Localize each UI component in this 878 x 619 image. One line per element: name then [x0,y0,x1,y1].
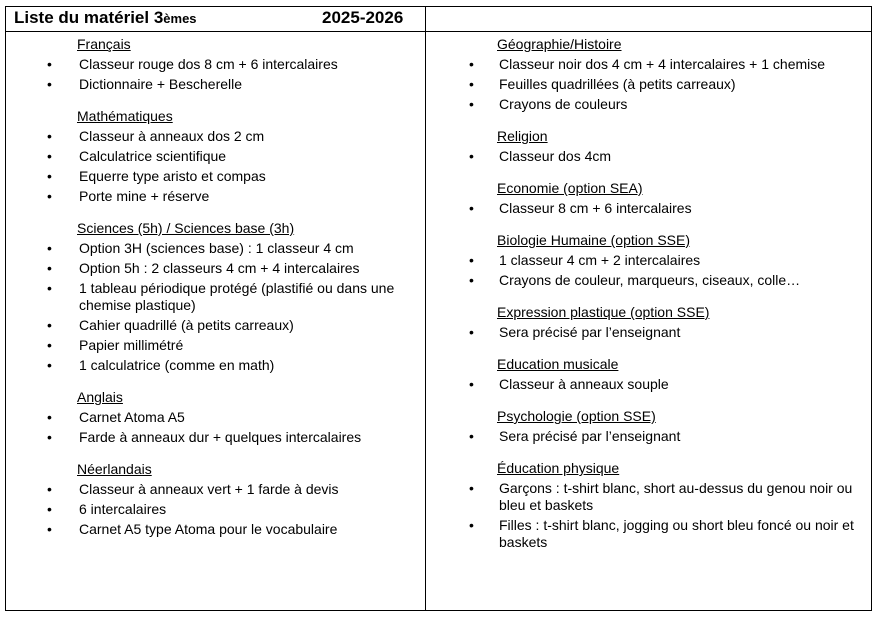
list-item [426,148,872,165]
section-title: Néerlandais [77,461,152,477]
list-item [6,148,425,165]
list-item [426,517,872,551]
item-list [426,252,872,289]
list-item-text: Classeur à anneaux souple [499,376,669,392]
item-list [426,428,872,445]
list-item [426,272,872,289]
section-education-musicale [426,356,872,393]
bullet-icon: • [469,252,474,268]
section-title: Economie (option SEA) [497,180,643,196]
section-mathematiques [6,108,425,205]
section-biologie-humaine-option-sse [426,232,872,289]
list-item [6,501,425,518]
section-title: Expression plastique (option SSE) [497,304,710,320]
section-education-physique [426,460,872,551]
bullet-icon: • [47,409,52,425]
list-item-text: 1 calculatrice (comme en math) [79,357,275,373]
list-item-text: Feuilles quadrillées (à petits carreaux) [499,76,736,92]
section-francais [6,36,425,93]
bullet-icon: • [469,324,474,340]
list-item-text: 6 intercalaires [79,501,167,517]
list-item-text: Classeur 8 cm + 6 intercalaires [499,200,692,216]
bullet-icon: • [47,168,52,184]
list-item [6,429,425,446]
bullet-icon: • [469,96,474,112]
table-header-row [6,7,871,32]
section-title: Psychologie (option SSE) [497,408,656,424]
section-anglais [6,389,425,446]
list-item [426,56,872,73]
section-title: Education musicale [497,356,619,372]
list-item [6,280,425,314]
list-item [6,337,425,354]
bullet-icon: • [469,272,474,288]
list-item [426,376,872,393]
list-item-text: Carnet Atoma A5 [79,409,185,425]
left-column [6,36,425,553]
section-title: Éducation physique [497,460,620,476]
list-item [6,357,425,374]
bullet-icon: • [47,429,52,445]
list-item [6,56,425,73]
section-geographie-histoire [426,36,872,113]
section-title: Mathématiques [77,108,173,124]
list-item-text: Papier millimétré [79,337,184,353]
section-expression-plastique-option-sse [426,304,872,341]
page-title: Liste du matériel 3èmes [14,8,197,27]
bullet-icon: • [47,337,52,353]
list-item [6,409,425,426]
list-item-text: Equerre type aristo et compas [79,168,266,184]
bullet-icon: • [47,481,52,497]
list-item-text: Sera précisé par l’enseignant [499,428,681,444]
section-title: Géographie/Histoire [497,36,622,52]
list-item-text: Classeur dos 4cm [499,148,612,164]
list-item-text: 1 tableau périodique protégé (plastifié ou dans une chemise plastique) [79,280,395,313]
section-religion [426,128,872,165]
list-item-text: Carnet A5 type Atoma pour le vocabulaire [79,521,338,537]
section-title: Sciences (5h) / Sciences base (3h) [77,220,295,236]
section-title: Français [77,36,131,52]
list-item-text: Filles : t-shirt blanc, jogging ou short bleu foncé ou noir et baskets [499,517,854,550]
list-item [6,260,425,277]
list-item-text: Classeur rouge dos 8 cm + 6 intercalaires [79,56,338,72]
section-psychologie-option-sse [426,408,872,445]
list-item-text: Classeur à anneaux vert + 1 farde à devis [79,481,339,497]
bullet-icon: • [469,376,474,392]
bullet-icon: • [47,357,52,373]
list-item [426,428,872,445]
list-item-text: Farde à anneaux dur + quelques intercalaires [79,429,362,445]
list-item [426,324,872,341]
bullet-icon: • [469,517,474,533]
item-list [426,324,872,341]
list-item-text: Porte mine + réserve [79,188,210,204]
bullet-icon: • [47,240,52,256]
bullet-icon: • [469,76,474,92]
bullet-icon: • [47,501,52,517]
list-item [6,128,425,145]
item-list [6,240,425,374]
item-list [426,376,872,393]
bullet-icon: • [47,128,52,144]
bullet-icon: • [47,148,52,164]
bullet-icon: • [47,317,52,333]
right-column [426,36,872,566]
bullet-icon: • [469,148,474,164]
item-list [426,480,872,551]
list-item-text: Calculatrice scientifique [79,148,227,164]
bullet-icon: • [469,56,474,72]
list-item [6,188,425,205]
item-list [426,148,872,165]
section-title: Religion [497,128,548,144]
list-item-text: Garçons : t-shirt blanc, short au-dessus du genou noir ou bleu et baskets [499,480,853,513]
list-item [426,96,872,113]
list-item [426,480,872,514]
list-item-text: Dictionnaire + Bescherelle [79,76,243,92]
school-year: 2025-2026 [322,8,404,27]
title-superscript: èmes [163,11,197,26]
item-list [426,56,872,113]
list-item [426,200,872,217]
list-item-text: Classeur à anneaux dos 2 cm [79,128,265,144]
bullet-icon: • [47,188,52,204]
materials-table [5,6,872,611]
list-item-text: Crayons de couleurs [499,96,628,112]
bullet-icon: • [469,200,474,216]
bullet-icon: • [47,56,52,72]
bullet-icon: • [469,480,474,496]
section-sciences-5h-sciences-base-3h [6,220,425,374]
item-list [426,200,872,217]
list-item [6,481,425,498]
item-list [6,128,425,205]
item-list [6,481,425,538]
list-item [426,252,872,269]
section-title: Biologie Humaine (option SSE) [497,232,690,248]
list-item-text: Classeur noir dos 4 cm + 4 intercalaires + 1 chemise [499,56,826,72]
item-list [6,56,425,93]
bullet-icon: • [47,280,52,296]
list-item [6,76,425,93]
list-item [426,76,872,93]
bullet-icon: • [469,428,474,444]
bullet-icon: • [47,76,52,92]
list-item [6,521,425,538]
list-item-text: Sera précisé par l’enseignant [499,324,681,340]
list-item [6,168,425,185]
list-item-text: Crayons de couleur, marqueurs, ciseaux, colle… [499,272,801,288]
section-economie-option-sea [426,180,872,217]
bullet-icon: • [47,521,52,537]
list-item-text: 1 classeur 4 cm + 2 intercalaires [499,252,701,268]
list-item [6,240,425,257]
list-item-text: Cahier quadrillé (à petits carreaux) [79,317,294,333]
section-title: Anglais [77,389,123,405]
item-list [6,409,425,446]
list-item-text: Option 5h : 2 classeurs 4 cm + 4 intercalaires [79,260,360,276]
list-item [6,317,425,334]
bullet-icon: • [47,260,52,276]
list-item-text: Option 3H (sciences base) : 1 classeur 4 cm [79,240,354,256]
section-neerlandais [6,461,425,538]
